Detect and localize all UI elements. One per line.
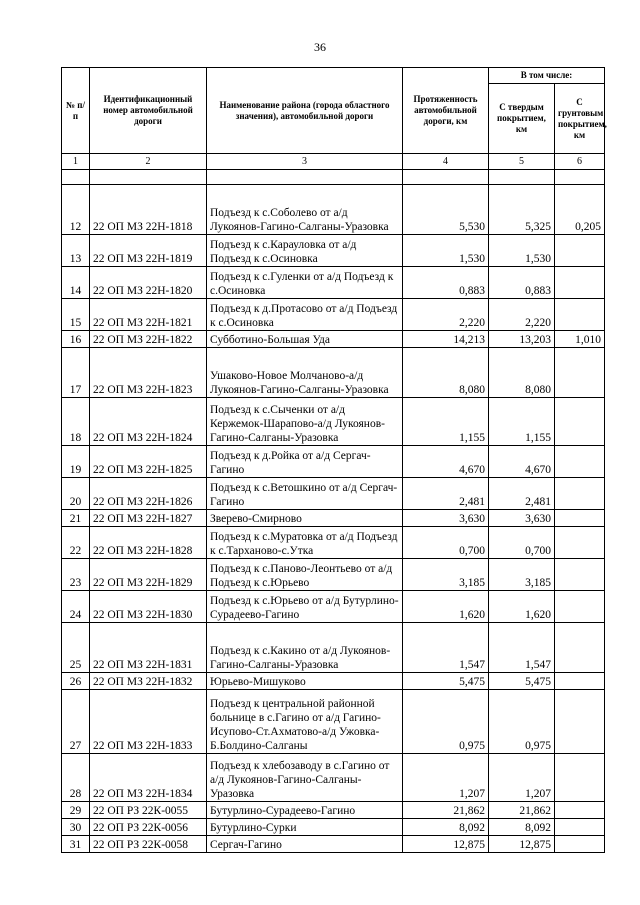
hard-surface-length: 1,155: [489, 398, 555, 446]
row-number: 15: [62, 299, 90, 331]
column-number: 1: [62, 154, 90, 170]
hard-surface-length: 21,862: [489, 802, 555, 819]
table-row: [62, 527, 605, 559]
hard-surface-length: 2,220: [489, 299, 555, 331]
dirt-surface-length: [555, 623, 605, 673]
header-including: В том числе:: [489, 68, 605, 84]
road-name: Подъезд к с.Паново-Леонтьево от а/д Подъезд к с.Юрьево: [207, 559, 403, 591]
road-id: 22 ОП РЗ 22К-0055: [90, 802, 207, 819]
road-name: Подъезд к с.Гуленки от а/д Подъезд к с.Осиновка: [207, 267, 403, 299]
road-length: 5,475: [403, 673, 489, 690]
dirt-surface-length: [555, 478, 605, 510]
dirt-surface-length: [555, 348, 605, 398]
row-number: 25: [62, 623, 90, 673]
road-length: 2,481: [403, 478, 489, 510]
road-length: 1,530: [403, 235, 489, 267]
table-row: [62, 591, 605, 623]
dirt-surface-length: [555, 235, 605, 267]
row-number: 17: [62, 348, 90, 398]
road-name: Бутурлино-Сурадеево-Гагино: [207, 802, 403, 819]
road-name: Подъезд к д.Протасово от а/д Подъезд к с.Осиновка: [207, 299, 403, 331]
header-hard-surface: С твердым покрытием, км: [489, 84, 555, 154]
road-length: 1,207: [403, 754, 489, 802]
road-name: Ушаково-Новое Молчаново-а/д Лукоянов-Гагино-Салганы-Уразовка: [207, 348, 403, 398]
road-name: Подъезд к с.Ветошкино от а/д Сергач-Гагино: [207, 478, 403, 510]
header-road-id: Идентификационный номер автомобильной дороги: [90, 68, 207, 154]
column-numbers-row: [62, 154, 605, 170]
road-name: Подъезд к с.Сыченки от а/д Кержемок-Шарапово-а/д Лукоянов-Гагино-Салганы-Уразовка: [207, 398, 403, 446]
dirt-surface-length: 1,010: [555, 331, 605, 348]
road-id: 22 ОП РЗ 22К-0056: [90, 819, 207, 836]
table-row: [62, 836, 605, 853]
road-length: 14,213: [403, 331, 489, 348]
row-number: 29: [62, 802, 90, 819]
hard-surface-length: 12,875: [489, 836, 555, 853]
table-row: [62, 673, 605, 690]
road-length: 0,975: [403, 690, 489, 754]
header-length: Протяженность автомобильной дороги, км: [403, 68, 489, 154]
road-id: 22 ОП МЗ 22Н-1832: [90, 673, 207, 690]
dirt-surface-length: [555, 802, 605, 819]
hard-surface-length: 8,080: [489, 348, 555, 398]
hard-surface-length: 3,630: [489, 510, 555, 527]
road-id: 22 ОП МЗ 22Н-1823: [90, 348, 207, 398]
road-name: Подъезд к с.Юрьево от а/д Бутурлино-Сурадеево-Гагино: [207, 591, 403, 623]
road-length: 4,670: [403, 446, 489, 478]
hard-surface-length: 1,547: [489, 623, 555, 673]
dirt-surface-length: [555, 446, 605, 478]
table-row: [62, 267, 605, 299]
row-number: 23: [62, 559, 90, 591]
hard-surface-length: 3,185: [489, 559, 555, 591]
road-id: 22 ОП МЗ 22Н-1829: [90, 559, 207, 591]
dirt-surface-length: [555, 398, 605, 446]
road-id: 22 ОП МЗ 22Н-1819: [90, 235, 207, 267]
row-number: 14: [62, 267, 90, 299]
road-name: Подъезд к с.Какино от а/д Лукоянов-Гагино-Салганы-Уразовка: [207, 623, 403, 673]
hard-surface-length: 4,670: [489, 446, 555, 478]
road-length: 1,547: [403, 623, 489, 673]
hard-surface-length: 5,325: [489, 185, 555, 235]
row-number: 24: [62, 591, 90, 623]
road-id: 22 ОП МЗ 22Н-1820: [90, 267, 207, 299]
road-name: Юрьево-Мишуково: [207, 673, 403, 690]
row-number: 18: [62, 398, 90, 446]
road-name: Подъезд к с.Карауловка от а/д Подъезд к с.Осиновка: [207, 235, 403, 267]
road-id: 22 ОП МЗ 22Н-1822: [90, 331, 207, 348]
hard-surface-length: 0,700: [489, 527, 555, 559]
dirt-surface-length: [555, 299, 605, 331]
hard-surface-length: 13,203: [489, 331, 555, 348]
column-number: 5: [489, 154, 555, 170]
road-name: Подъезд к хлебозаводу в с.Гагино от а/д Лукоянов-Гагино-Салганы-Уразовка: [207, 754, 403, 802]
road-id: 22 ОП МЗ 22Н-1825: [90, 446, 207, 478]
column-number: 4: [403, 154, 489, 170]
column-number: 3: [207, 154, 403, 170]
table-row: [62, 690, 605, 754]
road-id: 22 ОП МЗ 22Н-1833: [90, 690, 207, 754]
column-number: 6: [555, 154, 605, 170]
dirt-surface-length: [555, 591, 605, 623]
road-length: 1,620: [403, 591, 489, 623]
road-id: 22 ОП МЗ 22Н-1821: [90, 299, 207, 331]
hard-surface-length: 2,481: [489, 478, 555, 510]
road-name: Сергач-Гагино: [207, 836, 403, 853]
hard-surface-length: 5,475: [489, 673, 555, 690]
dirt-surface-length: [555, 836, 605, 853]
hard-surface-length: 1,530: [489, 235, 555, 267]
hard-surface-length: 1,620: [489, 591, 555, 623]
table-row: [62, 299, 605, 331]
road-id: 22 ОП МЗ 22Н-1824: [90, 398, 207, 446]
road-id: 22 ОП РЗ 22К-0058: [90, 836, 207, 853]
road-length: 8,092: [403, 819, 489, 836]
table-row: [62, 331, 605, 348]
row-number: 16: [62, 331, 90, 348]
table-row: [62, 235, 605, 267]
road-id: 22 ОП МЗ 22Н-1830: [90, 591, 207, 623]
roads-table: [61, 67, 605, 853]
header-no: № п/п: [62, 68, 90, 154]
road-id: 22 ОП МЗ 22Н-1828: [90, 527, 207, 559]
table-body: [62, 185, 605, 853]
row-number: 19: [62, 446, 90, 478]
row-number: 26: [62, 673, 90, 690]
hard-surface-length: 1,207: [489, 754, 555, 802]
row-number: 21: [62, 510, 90, 527]
road-id: 22 ОП МЗ 22Н-1827: [90, 510, 207, 527]
road-name: Подъезд к д.Ройка от а/д Сергач-Гагино: [207, 446, 403, 478]
header-dirt-surface: С грунтовым покрытием, км: [555, 84, 605, 154]
hard-surface-length: 0,975: [489, 690, 555, 754]
dirt-surface-length: [555, 690, 605, 754]
row-number: 27: [62, 690, 90, 754]
row-number: 22: [62, 527, 90, 559]
hard-surface-length: 8,092: [489, 819, 555, 836]
road-name: Подъезд к с.Соболево от а/д Лукоянов-Гагино-Салганы-Уразовка: [207, 185, 403, 235]
table-row: [62, 754, 605, 802]
road-name: Зверево-Смирново: [207, 510, 403, 527]
dirt-surface-length: [555, 559, 605, 591]
dirt-surface-length: 0,205: [555, 185, 605, 235]
row-number: 30: [62, 819, 90, 836]
table-row: [62, 446, 605, 478]
row-number: 28: [62, 754, 90, 802]
road-id: 22 ОП МЗ 22Н-1826: [90, 478, 207, 510]
road-length: 2,220: [403, 299, 489, 331]
road-name: Бутурлино-Сурки: [207, 819, 403, 836]
dirt-surface-length: [555, 267, 605, 299]
table-row: [62, 802, 605, 819]
table-row: [62, 819, 605, 836]
table-row: [62, 510, 605, 527]
table-row: [62, 559, 605, 591]
dirt-surface-length: [555, 673, 605, 690]
road-length: 1,155: [403, 398, 489, 446]
header-road-name: Наименование района (города областного значения), автомобильной дороги: [207, 68, 403, 154]
road-length: 5,530: [403, 185, 489, 235]
table-row: [62, 185, 605, 235]
road-length: 0,700: [403, 527, 489, 559]
road-length: 21,862: [403, 802, 489, 819]
page-number: 36: [314, 40, 326, 54]
hard-surface-length: 0,883: [489, 267, 555, 299]
road-name: Субботино-Большая Уда: [207, 331, 403, 348]
road-length: 3,185: [403, 559, 489, 591]
column-number: 2: [90, 154, 207, 170]
row-number: 12: [62, 185, 90, 235]
dirt-surface-length: [555, 754, 605, 802]
road-id: 22 ОП МЗ 22Н-1831: [90, 623, 207, 673]
road-length: 12,875: [403, 836, 489, 853]
table-row: [62, 623, 605, 673]
road-length: 3,630: [403, 510, 489, 527]
road-name: Подъезд к центральной районной больнице в с.Гагино от а/д Гагино-Исупово-Ст.Ахматово-а/д Ужовка-Б.Болдино-Салганы: [207, 690, 403, 754]
table-row: [62, 398, 605, 446]
road-id: 22 ОП МЗ 22Н-1818: [90, 185, 207, 235]
road-id: 22 ОП МЗ 22Н-1834: [90, 754, 207, 802]
row-number: 13: [62, 235, 90, 267]
row-number: 20: [62, 478, 90, 510]
dirt-surface-length: [555, 527, 605, 559]
spacer-row: [62, 170, 605, 185]
table-row: [62, 478, 605, 510]
table-row: [62, 348, 605, 398]
road-length: 0,883: [403, 267, 489, 299]
road-length: 8,080: [403, 348, 489, 398]
dirt-surface-length: [555, 819, 605, 836]
dirt-surface-length: [555, 510, 605, 527]
road-name: Подъезд к с.Муратовка от а/д Подъезд к с.Тарханово-с.Утка: [207, 527, 403, 559]
row-number: 31: [62, 836, 90, 853]
